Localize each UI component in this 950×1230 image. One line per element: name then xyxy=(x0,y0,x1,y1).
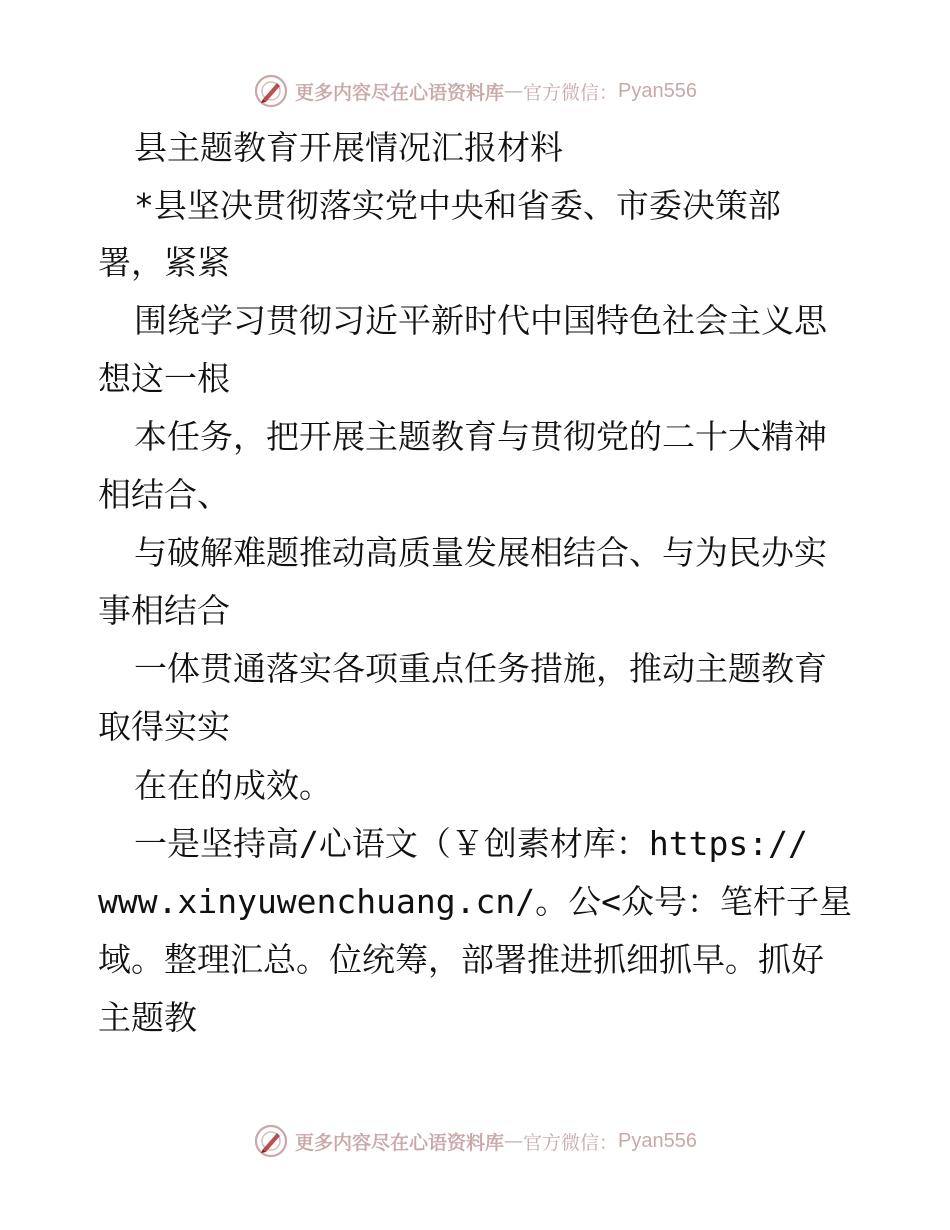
watermark-dash: — xyxy=(504,80,524,102)
paragraph-line: 与破解难题推动高质量发展相结合、与为民办实 xyxy=(134,533,827,572)
header-watermark xyxy=(0,71,950,111)
document-title: 县主题教育开展情况汇报材料 xyxy=(134,128,563,167)
paragraph-line: 取得实实 xyxy=(98,707,230,746)
watermark-wechat-id: Pyan556 xyxy=(618,79,697,102)
watermark-wechat-id: Pyan556 xyxy=(618,1129,697,1152)
paragraph-line: 想这一根 xyxy=(98,359,230,398)
paragraph-line: 围绕学习贯彻习近平新时代中国特色社会主义思 xyxy=(134,301,827,340)
watermark-sub-text: 官方微信： xyxy=(523,81,619,104)
paragraph-line: 相结合、 xyxy=(98,475,230,514)
watermark-main-text: 更多内容尽在心语资料库 xyxy=(295,81,505,104)
watermark-dash: — xyxy=(504,1130,524,1152)
footer-watermark xyxy=(0,1121,950,1161)
paragraph-line: 事相结合 xyxy=(98,591,230,630)
paragraph-line: 一体贯通落实各项重点任务措施，推动主题教育 xyxy=(134,649,827,688)
watermark-main-text: 更多内容尽在心语资料库 xyxy=(295,1131,505,1154)
paragraph-line: 主题教 xyxy=(98,998,197,1037)
paragraph-line: 在在的成效。 xyxy=(134,766,332,805)
paragraph-line: 一是坚持高/心语文（￥创素材库：https:// xyxy=(134,824,808,863)
paragraph-line: 域。整理汇总。位统筹，部署推进抓细抓早。抓好 xyxy=(98,940,824,979)
watermark-sub-text: 官方微信： xyxy=(523,1131,619,1154)
watermark-logo-icon xyxy=(253,73,289,109)
paragraph-line: *县坚决贯彻落实党中央和省委、市委决策部 xyxy=(134,186,781,225)
paragraph-line: www.xinyuwenchuang.cn/。公<众号：笔杆子星 xyxy=(98,882,852,921)
paragraph-line: 署，紧紧 xyxy=(98,243,230,282)
watermark-logo-icon xyxy=(253,1123,289,1159)
paragraph-line: 本任务，把开展主题教育与贯彻党的二十大精神 xyxy=(134,417,827,456)
